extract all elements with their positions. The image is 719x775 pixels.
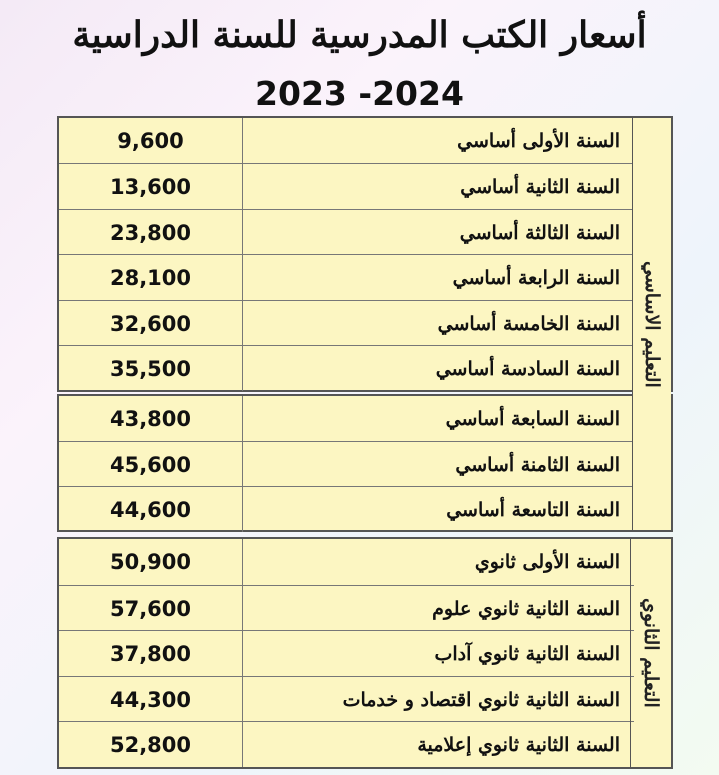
table-row bbox=[59, 441, 634, 487]
page-title: أسعار الكتب المدرسية للسنة الدراسية bbox=[72, 14, 647, 56]
grade-cell: السنة الرابعة أساسي bbox=[452, 266, 620, 289]
price-cell: 35,500 bbox=[59, 346, 243, 391]
table-row bbox=[59, 676, 634, 722]
secondary-education-label: التعليم الثانوي bbox=[640, 598, 662, 708]
price-cell: 44,600 bbox=[59, 487, 243, 532]
table-row bbox=[59, 209, 634, 255]
grade-cell: السنة السابعة أساسي bbox=[445, 408, 620, 430]
grade-cell: السنة الثامنة أساسي bbox=[455, 453, 620, 476]
school-year: 2023 -2024 bbox=[255, 74, 464, 113]
basic-education-side-label bbox=[632, 118, 671, 530]
table-row bbox=[59, 254, 634, 300]
price-cell: 13,600 bbox=[59, 164, 243, 209]
grade-cell: السنة الثانية أساسي bbox=[460, 175, 620, 198]
price-cell: 44,300 bbox=[59, 677, 243, 722]
price-cell: 50,900 bbox=[59, 539, 243, 585]
grade-cell: السنة الثانية ثانوي علوم bbox=[432, 597, 620, 620]
table-row bbox=[59, 721, 634, 767]
grade-cell: السنة السادسة أساسي bbox=[435, 357, 620, 380]
grade-cell: السنة الأولى أساسي bbox=[457, 130, 620, 152]
grade-cell: السنة الثانية ثانوي إعلامية bbox=[417, 733, 620, 756]
table-row bbox=[59, 300, 634, 346]
table-row bbox=[59, 630, 634, 676]
price-cell: 57,600 bbox=[59, 586, 243, 631]
price-table-basic-2 bbox=[57, 394, 673, 532]
price-cell: 45,600 bbox=[59, 442, 243, 487]
price-table-basic-1 bbox=[57, 116, 673, 392]
table-row bbox=[59, 118, 634, 164]
grade-cell: السنة الثالثة أساسي bbox=[459, 221, 620, 244]
grade-cell: السنة الأولى ثانوي bbox=[474, 551, 620, 573]
table-row bbox=[59, 163, 634, 209]
price-cell: 37,800 bbox=[59, 631, 243, 676]
price-cell: 52,800 bbox=[59, 722, 243, 767]
table-row bbox=[59, 396, 634, 442]
price-cell: 43,800 bbox=[59, 396, 243, 442]
secondary-education-side-label bbox=[630, 539, 671, 767]
grade-cell: السنة الثانية ثانوي آداب bbox=[434, 642, 620, 665]
table-row bbox=[59, 345, 634, 391]
basic-education-label: التعليم الاساسي bbox=[641, 260, 663, 388]
table-row bbox=[59, 585, 634, 631]
grade-cell: السنة الخامسة أساسي bbox=[437, 312, 620, 335]
price-cell: 23,800 bbox=[59, 210, 243, 255]
price-cell: 32,600 bbox=[59, 301, 243, 346]
table-row bbox=[59, 486, 634, 532]
grade-cell: السنة التاسعة أساسي bbox=[446, 498, 620, 521]
table-row bbox=[59, 539, 634, 585]
grade-cell: السنة الثانية ثانوي اقتصاد و خدمات bbox=[342, 688, 620, 711]
price-cell: 9,600 bbox=[59, 118, 243, 164]
price-cell: 28,100 bbox=[59, 255, 243, 300]
price-table-secondary bbox=[57, 537, 673, 769]
